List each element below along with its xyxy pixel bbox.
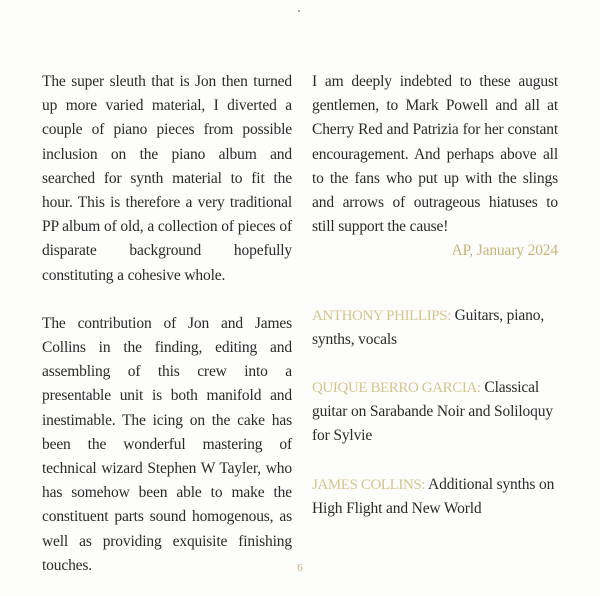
signature: AP, January 2024 bbox=[451, 242, 558, 260]
left-paragraph-2: The contribution of Jon and James Collins in the finding, editing and assembling of this crew into a presentable unit is both manifold and inestimable. The icing on the cake has been the wonderful mastering of technical wizard Stephen W Tayler, who has somehow been able to make the constituent parts sound homogenous, as well as providing exquisite finishing touches. bbox=[42, 314, 292, 574]
print-speck bbox=[298, 10, 300, 12]
right-paragraph-1: I am deeply indebted to these august gentlemen, to Mark Powell and all at Cherry Red and Patrizia for her constant encouragement. And perhaps above all to the fans who put up with the slings and arrows of outrageous hiatuses to still support the cause! bbox=[312, 73, 558, 236]
left-column bbox=[42, 70, 292, 578]
credit-role: Classical guitar on Sarabande Noir and Soliloquy for Sylvie bbox=[312, 379, 553, 445]
credit-anthony-phillips bbox=[312, 304, 558, 352]
credit-role: Guitars, piano, synths, vocals bbox=[312, 306, 545, 348]
credit-role: Additional synths on High Flight and New World bbox=[312, 475, 555, 517]
credit-quique-berro-garcia bbox=[312, 376, 558, 449]
right-column bbox=[312, 70, 558, 521]
credit-name: JAMES COLLINS: bbox=[312, 476, 426, 493]
credit-name: ANTHONY PHILLIPS: bbox=[312, 307, 451, 324]
left-paragraph-1: The super sleuth that is Jon then turned up more varied material, I diverted a couple of piano pieces from possible inclusion on the piano album and searched for synth material to fit the hour. This is therefore a very traditional PP album of old, a collection of pieces of disparate background hopefully constituting a cohesive whole. bbox=[42, 73, 292, 284]
credit-name: QUIQUE BERRO GARCIA: bbox=[312, 380, 481, 397]
page-number: 6 bbox=[297, 562, 303, 574]
credit-james-collins bbox=[312, 473, 558, 521]
